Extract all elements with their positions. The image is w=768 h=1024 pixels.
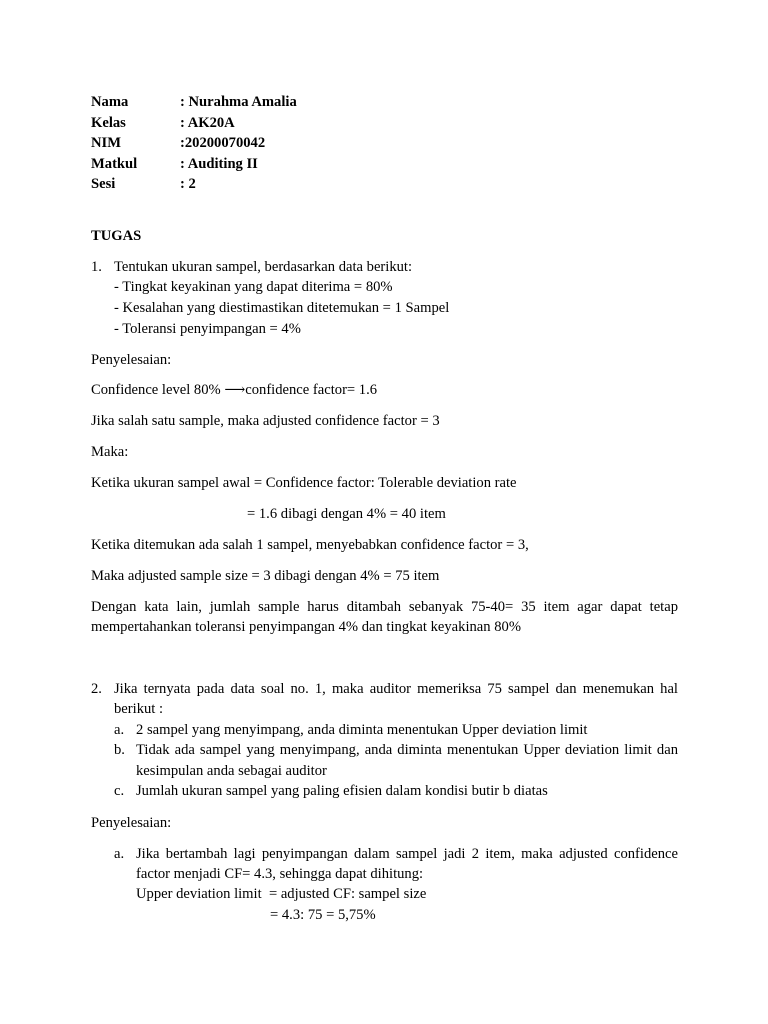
q2-text-line1: Jika ternyata pada data soal no. 1, maka auditor memeriksa 75 sampel dan menemukan hal [114, 681, 678, 697]
s1-conclusion-line1: Dengan kata lain, jumlah sample harus ditambah sebanyak 75-40= 35 item agar dapat tetap [91, 599, 678, 615]
s2-a-line1: Jika bertambah lagi penyimpangan dalam sampel jadi 2 item, maka adjusted confidence [136, 846, 678, 862]
q1-item: - Toleransi penyimpangan = 4% [114, 321, 301, 337]
s1-heading: Penyelesaian: [91, 352, 172, 368]
s1-adjusted-size: Maka adjusted sample size = 3 dibagi dengan 4% = 75 item [91, 568, 440, 584]
label-nama: Nama [91, 94, 129, 110]
s2-a-line3: Upper deviation limit = adjusted CF: sampel size [136, 886, 427, 902]
s2-a-line2: factor menjadi CF= 4.3, sehingga dapat dihitung: [136, 866, 424, 882]
s2-a-line4: = 4.3: 75 = 5,75% [270, 907, 376, 923]
s1-conclusion-line2: mempertahankan toleransi penyimpangan 4% dan tingkat keyakinan 80% [91, 619, 521, 635]
value-matkul: : Auditing II [180, 156, 258, 172]
s1-confidence-level: Confidence level 80% ⟶confidence factor= 1.6 [91, 382, 378, 398]
q1-number: 1. [91, 259, 102, 275]
label-matkul: Matkul [91, 156, 138, 172]
s1-adjusted-factor: Jika salah satu sample, maka adjusted confidence factor = 3 [91, 413, 440, 429]
q2-a-marker: a. [114, 722, 125, 738]
value-nama: : Nurahma Amalia [180, 94, 297, 110]
q2-a-text: 2 sampel yang menyimpang, anda diminta menentukan Upper deviation limit [136, 722, 588, 738]
page-title: TUGAS [91, 228, 142, 244]
q1-text: Tentukan ukuran sampel, berdasarkan data berikut: [114, 259, 413, 275]
label-kelas: Kelas [91, 115, 126, 131]
s2-a-marker: a. [114, 846, 125, 862]
q2-number: 2. [91, 681, 102, 697]
q2-text-line2: berikut : [114, 701, 164, 717]
s2-heading: Penyelesaian: [91, 815, 172, 831]
value-kelas: : AK20A [180, 115, 235, 131]
s1-ditemukan: Ketika ditemukan ada salah 1 sampel, menyebabkan confidence factor = 3, [91, 537, 529, 553]
value-nim: :20200070042 [180, 135, 266, 151]
q2-b-text-line1: Tidak ada sampel yang menyimpang, anda diminta menentukan Upper deviation limit dan [136, 742, 678, 758]
label-sesi: Sesi [91, 176, 116, 192]
q1-item: - Tingkat keyakinan yang dapat diterima = 80% [114, 279, 393, 295]
q2-c-text: Jumlah ukuran sampel yang paling efisien dalam kondisi butir b diatas [136, 783, 548, 799]
label-nim: NIM [91, 135, 121, 151]
q2-b-marker: b. [114, 742, 125, 758]
s1-calculation: = 1.6 dibagi dengan 4% = 40 item [247, 506, 446, 522]
s1-ketika: Ketika ukuran sampel awal = Confidence factor: Tolerable deviation rate [91, 475, 517, 491]
value-sesi: : 2 [180, 176, 196, 192]
q1-item: - Kesalahan yang diestimastikan ditetemukan = 1 Sampel [114, 300, 450, 316]
s1-maka: Maka: [91, 444, 129, 460]
q2-b-text-line2: kesimpulan anda sebagai auditor [136, 763, 327, 779]
q2-c-marker: c. [114, 783, 125, 799]
